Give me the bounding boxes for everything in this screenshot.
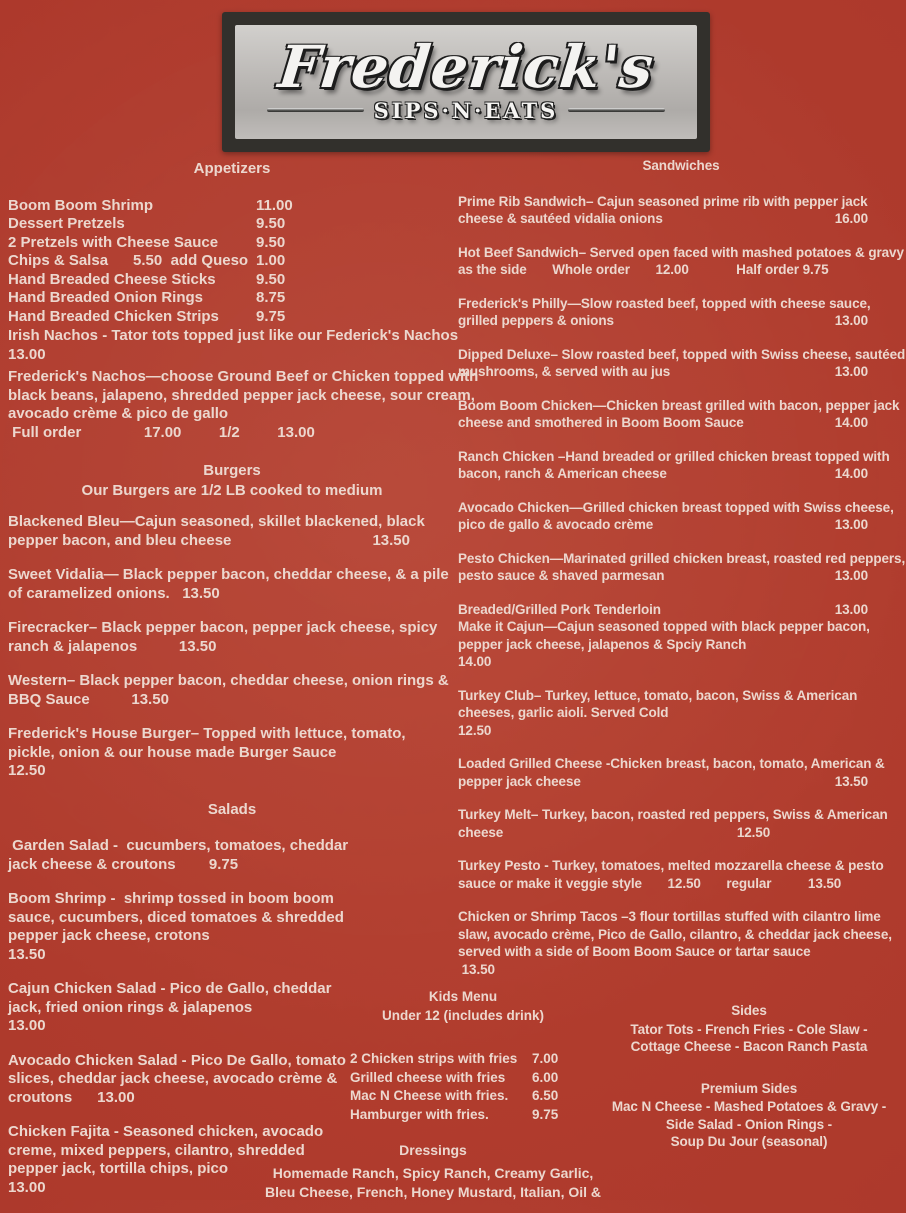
item-text: pepper jack cheese xyxy=(458,773,581,789)
item-line: Cajun Chicken Salad - Pico de Gallo, cheddar xyxy=(8,980,332,997)
item-line: Ranch Chicken –Hand breaded or grilled chicken breast topped with xyxy=(458,448,890,464)
item-price: 14.00 xyxy=(834,415,868,430)
menu-item xyxy=(458,244,904,279)
item-price: 8.75 xyxy=(256,289,286,306)
item-line: pickle, onion & our house made Burger Sauce xyxy=(8,743,337,761)
item-price: 9.50 xyxy=(256,215,286,232)
kids-menu-header: Kids Menu xyxy=(428,989,498,1004)
logo-panel xyxy=(235,25,697,139)
menu-row xyxy=(8,289,456,308)
item-line: pepper jack cheese, crotons xyxy=(8,927,210,944)
dressings-section xyxy=(233,1141,633,1202)
item-line: sauce, cucumbers, diced tomatoes & shredded xyxy=(8,908,344,926)
tagline-rule-right xyxy=(568,108,664,112)
menu-item xyxy=(458,550,904,585)
item-price: 13.00 xyxy=(834,601,868,617)
item-line: Turkey Club– Turkey, lettuce, tomato, bacon, Swiss & American xyxy=(458,687,858,703)
item-price: 11.00 xyxy=(256,196,293,214)
item-line: cheeses, garlic aioli. Served Cold xyxy=(458,705,669,720)
item-name: Mac N Cheese with fries. xyxy=(350,1088,509,1103)
sides-line: Soup Du Jour (seasonal) xyxy=(670,1134,828,1149)
item-line: Sweet Vidalia— Black pepper bacon, cheddar cheese, & a pile xyxy=(8,566,449,583)
item-line: ranch & jalapenos 13.50 xyxy=(8,637,217,655)
item-line: Chicken Fajita - Seasoned chicken, avocado xyxy=(8,1123,324,1140)
menu-row xyxy=(8,308,456,327)
menu-item xyxy=(458,908,904,978)
item-name: Chips & Salsa 5.50 add Queso xyxy=(8,252,249,269)
menu-item xyxy=(458,397,904,432)
item-line: Blackened Bleu—Cajun seasoned, skillet blackened, black xyxy=(8,513,425,530)
item-line xyxy=(458,414,904,432)
item-text: cheese & sautéed vidalia onions xyxy=(458,211,663,226)
sides-block xyxy=(598,1080,900,1151)
item-line: Dipped Deluxe– Slow roasted beef, topped with Swiss cheese, sautéed xyxy=(458,346,906,362)
item-line: BBQ Sauce 13.50 xyxy=(8,690,169,708)
item-price: 13.00 xyxy=(834,568,868,583)
item-line: creme, mixed peppers, cilantro, shredded xyxy=(8,1141,305,1159)
menu-item xyxy=(458,295,904,330)
item-name: Hand Breaded Cheese Sticks xyxy=(8,270,216,288)
item-price: 14.00 xyxy=(834,466,868,481)
item-line: Chicken or Shrimp Tacos –3 flour tortillas stuffed with cilantro lime xyxy=(458,909,881,924)
sides-line: Mac N Cheese - Mashed Potatoes & Gravy - xyxy=(611,1099,887,1114)
item-text: cheese and smothered in Boom Boom Sauce xyxy=(458,415,744,430)
menu-item xyxy=(8,725,456,781)
section-header: Burgers xyxy=(203,462,261,479)
menu-item xyxy=(8,368,479,442)
kids-menu-subheader: Under 12 (includes drink) xyxy=(381,1007,545,1023)
menu-item xyxy=(458,806,904,841)
item-name: Hamburger with fries. xyxy=(350,1106,489,1122)
item-price: 1.00 xyxy=(256,252,286,269)
logo-tagline-row xyxy=(267,98,664,123)
kids-menu xyxy=(342,988,584,1124)
item-name: 2 Pretzels with Cheese Sauce xyxy=(8,233,219,251)
item-line: Turkey Pesto - Turkey, tomatoes, melted mozzarella cheese & pesto xyxy=(458,858,884,873)
item-line: 13.00 xyxy=(8,1178,46,1196)
sides-header: Premium Sides xyxy=(700,1080,798,1096)
item-name: Grilled cheese with fries xyxy=(350,1069,506,1085)
section-header: Appetizers xyxy=(193,160,271,177)
item-line: Turkey Melt– Turkey, bacon, roasted red peppers, Swiss & American xyxy=(458,807,888,822)
item-line: Boom Boom Chicken—Chicken breast grilled with bacon, pepper jack xyxy=(458,397,900,413)
menu-item xyxy=(458,499,904,534)
menu-item xyxy=(458,448,904,483)
item-line: Full order 17.00 1/2 13.00 xyxy=(8,423,315,441)
section-header: Salads xyxy=(207,800,257,818)
item-line: 13.50 xyxy=(8,945,46,963)
logo-tagline: SIPS·N·EATS xyxy=(373,97,559,123)
item-name: 2 Chicken strips with fries xyxy=(350,1051,518,1066)
item-name: Dessert Pretzels xyxy=(8,215,125,232)
item-line: Prime Rib Sandwich– Cajun seasoned prime rib with pepper jack xyxy=(458,193,868,209)
dressings-header: Dressings xyxy=(399,1142,467,1158)
item-text: Breaded/Grilled Pork Tenderloin xyxy=(458,601,661,617)
menu-item xyxy=(8,837,456,874)
item-line xyxy=(458,210,904,228)
item-line: served with a side of Boom Boom Sauce or tartar sauce xyxy=(458,944,811,959)
item-line: of caramelized onions. 13.50 xyxy=(8,584,220,602)
item-price: 9.75 xyxy=(256,307,286,325)
sides-line: Tator Tots - French Fries - Cole Slaw - xyxy=(630,1021,868,1037)
item-line: Frederick's Nachos—choose Ground Beef or Chicken topped with xyxy=(8,368,479,385)
item-line: cheese 12.50 xyxy=(458,824,771,840)
item-line xyxy=(458,601,904,619)
item-price: 13.50 xyxy=(372,531,410,549)
item-name: Hand Breaded Onion Rings xyxy=(8,289,204,306)
item-price: 9.50 xyxy=(256,270,286,288)
item-text: grilled peppers & onions xyxy=(458,313,614,328)
item-text: bacon, ranch & American cheese xyxy=(458,466,667,481)
item-line: Frederick's House Burger– Topped with lettuce, tomato, xyxy=(8,725,406,742)
item-line xyxy=(458,567,904,585)
item-line: as the side Whole order 12.00 Half order 9.75 xyxy=(458,262,829,277)
menu-item xyxy=(8,327,459,364)
tagline-rule-left xyxy=(267,108,363,112)
item-price: 9.75 xyxy=(532,1106,559,1122)
item-line xyxy=(458,312,904,330)
item-line: Firecracker– Black pepper bacon, pepper jack cheese, spicy xyxy=(8,619,438,636)
section-subheader: Our Burgers are 1/2 LB cooked to medium xyxy=(81,481,383,499)
dressings-line: Bleu Cheese, French, Honey Mustard, Italian, Oil & xyxy=(264,1184,602,1200)
menu-item xyxy=(8,890,456,964)
item-line: Avocado Chicken Salad - Pico De Gallo, tomato xyxy=(8,1051,346,1069)
kids-menu-row xyxy=(350,1106,584,1125)
kids-menu-row xyxy=(350,1069,584,1088)
item-line: Loaded Grilled Cheese -Chicken breast, bacon, tomato, American & xyxy=(458,756,885,771)
menu-item xyxy=(8,619,456,656)
menu-row xyxy=(8,197,456,216)
item-line: Irish Nachos - Tator tots topped just like our Federick's Nachos xyxy=(8,327,459,344)
menu-item xyxy=(458,857,904,892)
item-price: 13.00 xyxy=(834,313,868,328)
menu-item xyxy=(458,755,904,790)
item-line: jack cheese & croutons 9.75 xyxy=(8,855,239,873)
menu-item xyxy=(8,566,456,603)
menu-rows xyxy=(8,197,456,327)
item-line: Frederick's Philly—Slow roasted beef, topped with cheese sauce, xyxy=(458,295,871,311)
item-price: 9.50 xyxy=(256,233,286,251)
menu-item xyxy=(8,513,456,550)
item-text: pesto sauce & shaved parmesan xyxy=(458,568,665,583)
sides-block xyxy=(598,1002,900,1056)
item-line: Garden Salad - cucumbers, tomatoes, cheddar xyxy=(8,837,349,854)
menu-row xyxy=(8,234,456,253)
item-line xyxy=(8,532,456,551)
kids-menu-row xyxy=(350,1087,584,1106)
item-line: Make it Cajun—Cajun seasoned topped with black pepper bacon, xyxy=(458,619,870,634)
sides-line: Side Salad - Onion Rings - xyxy=(665,1116,833,1132)
item-name: Boom Boom Shrimp xyxy=(8,196,153,214)
item-line: 14.00 xyxy=(458,654,492,669)
item-line: pepper jack, tortilla chips, pico xyxy=(8,1160,229,1177)
section-header: Sandwiches xyxy=(642,158,720,173)
item-line: croutons 13.00 xyxy=(8,1088,135,1106)
sides-header: Sides xyxy=(731,1003,767,1018)
item-line: 13.00 xyxy=(8,1017,46,1034)
item-line: Hot Beef Sandwich– Served open faced with mashed potatoes & gravy xyxy=(458,244,904,260)
item-line: Boom Shrimp - shrimp tossed in boom boom xyxy=(8,890,334,907)
item-line: 12.50 xyxy=(8,762,46,779)
item-line: Avocado Chicken—Grilled chicken breast topped with Swiss cheese, xyxy=(458,499,894,515)
sides-line: Cottage Cheese - Bacon Ranch Pasta xyxy=(630,1039,868,1054)
item-line: 13.50 xyxy=(458,961,495,977)
item-line: Pesto Chicken—Marinated grilled chicken breast, roasted red peppers, xyxy=(458,550,906,566)
item-price: 16.00 xyxy=(834,211,868,226)
item-price: 6.50 xyxy=(532,1088,559,1103)
item-line: pepper jack cheese, jalapenos & Spciy Ranch xyxy=(458,636,747,652)
item-line xyxy=(458,465,904,483)
item-line: sauce or make it veggie style 12.50 regular 13.50 xyxy=(458,875,842,891)
item-line: 13.00 xyxy=(8,345,46,363)
menu-row xyxy=(8,215,456,234)
item-line: Western– Black pepper bacon, cheddar cheese, onion rings & xyxy=(8,672,449,689)
dressings-line: Homemade Ranch, Spicy Ranch, Creamy Garlic, xyxy=(272,1165,594,1181)
dressings-lines xyxy=(233,1164,633,1202)
item-text: pepper bacon, and bleu cheese xyxy=(8,531,232,549)
item-line: slices, cheddar jack cheese, avocado crème & xyxy=(8,1070,338,1087)
item-price: 13.00 xyxy=(834,517,868,532)
menu-item xyxy=(458,687,904,740)
item-line xyxy=(458,363,904,381)
menu-row xyxy=(8,271,456,290)
restaurant-name: Frederick's xyxy=(275,32,657,101)
menu-row xyxy=(8,252,456,271)
item-price: 6.00 xyxy=(532,1069,559,1085)
item-line: avocado crème & pico de gallo xyxy=(8,405,229,422)
kids-menu-rows xyxy=(342,1050,584,1124)
item-price: 13.00 xyxy=(834,364,868,379)
item-price: 7.00 xyxy=(532,1051,559,1066)
item-line xyxy=(458,516,904,534)
item-line: jack, fried onion rings & jalapenos xyxy=(8,998,253,1016)
menu-item xyxy=(458,346,904,381)
logo-plaque xyxy=(222,12,710,152)
item-text: pico de gallo & avocado crème xyxy=(458,517,654,532)
menu-item xyxy=(458,601,904,671)
item-line: black beans, jalapeno, shredded pepper jack cheese, sour cream, xyxy=(8,386,475,404)
item-price: 13.50 xyxy=(834,773,868,789)
item-line: 12.50 xyxy=(458,722,492,738)
item-text: mushrooms, & served with au jus xyxy=(458,364,671,379)
item-name: Hand Breaded Chicken Strips xyxy=(8,307,219,325)
item-line xyxy=(458,773,904,791)
kids-menu-row xyxy=(350,1050,584,1069)
item-line: slaw, avocado crème, Pico de Gallo, cilantro, & cheddar jack cheese, xyxy=(458,926,892,942)
menu-item xyxy=(8,672,456,709)
menu-item xyxy=(458,193,904,228)
